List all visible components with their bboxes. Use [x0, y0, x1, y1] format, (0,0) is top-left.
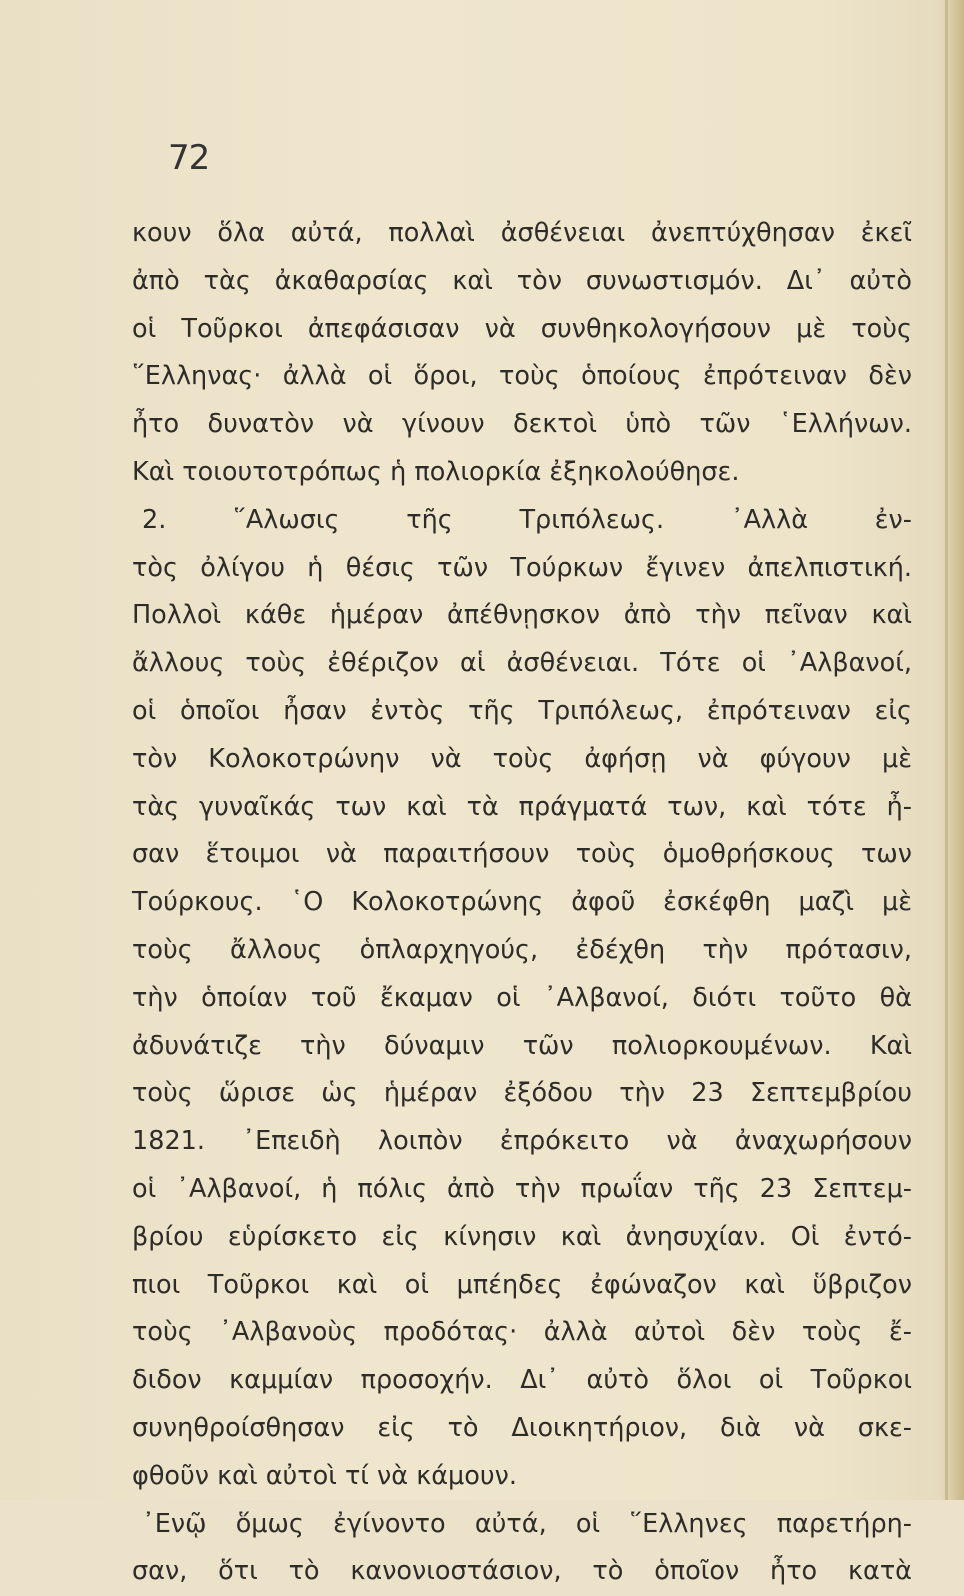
text-line: τὸς ὀλίγου ἡ θέσις τῶν Τούρκων ἔγινεν ἀπελπιστική.	[132, 552, 912, 583]
text-line: τὴν ὁποίαν τοῦ ἔκαμαν οἱ ᾿Αλβανοί, διότι τοῦτο θὰ	[132, 982, 912, 1013]
text-line: σαν, ὅτι τὸ κανονιοστάσιον, τὸ ὁποῖον ἦτο κατὰ	[132, 1556, 912, 1587]
text-line: ῞Ελληνας· ἀλλὰ οἱ ὅροι, τοὺς ὁποίους ἐπρότειναν δὲν	[132, 361, 912, 392]
text-line: τοὺς ὥρισε ὡς ἡμέραν ἐξόδου τὴν 23 Σεπτεμβρίου	[132, 1078, 912, 1109]
text-line: τὰς γυναῖκάς των καὶ τὰ πράγματά των, καὶ τότε ἦ-	[132, 791, 912, 822]
section-heading-line: 2. ῞Αλωσις τῆς Τριπόλεως. ᾿Αλλὰ ἐν-	[142, 504, 912, 535]
text-line: συνηθροίσθησαν εἰς τὸ Διοικητήριον, διὰ νὰ σκε-	[132, 1412, 912, 1443]
text-line: τοὺς ἄλλους ὁπλαρχηγούς, ἐδέχθη τὴν πρότασιν,	[132, 934, 912, 965]
text-line: ἦτο δυνατὸν νὰ γίνουν δεκτοὶ ὑπὸ τῶν ῾Ελλήνων.	[132, 409, 912, 440]
text-line: κουν ὅλα αὐτά, πολλαὶ ἀσθένειαι ἀνεπτύχθησαν ἐκεῖ	[132, 218, 912, 248]
text-line: οἱ ὁποῖοι ἦσαν ἐντὸς τῆς Τριπόλεως, ἐπρότειναν εἰς	[132, 695, 912, 726]
text-line: ᾿Ενῷ ὅμως ἐγίνοντο αὐτά, οἱ ῞Ελληνες παρετήρη-	[142, 1508, 912, 1539]
body-text	[132, 210, 912, 1596]
page-number: 72	[168, 138, 210, 178]
text-line: Καὶ τοιουτοτρόπως ἡ πολιορκία ἐξηκολούθησε.	[132, 456, 740, 487]
text-line: πιοι Τοῦρκοι καὶ οἱ μπέηδες ἐφώναζον καὶ ὕβριζον	[132, 1269, 912, 1300]
text-line: οἱ Τοῦρκοι ἀπεφάσισαν νὰ συνθηκολογήσουν μὲ τοὺς	[132, 313, 912, 344]
text-line: ἄλλους τοὺς ἐθέριζον αἱ ἀσθένειαι. Τότε οἱ ᾿Αλβανοί,	[132, 648, 912, 679]
text-line: Πολλοὶ κάθε ἡμέραν ἀπέθνῃσκον ἀπὸ τὴν πεῖναν καὶ	[132, 600, 912, 631]
page-edge-shadow	[940, 0, 964, 1500]
text-line: τὸν Κολοκοτρώνην νὰ τοὺς ἀφήσῃ νὰ φύγουν μὲ	[132, 743, 912, 774]
text-line: διδον καμμίαν προσοχήν. Δι᾿ αὐτὸ ὅλοι οἱ Τοῦρκοι	[132, 1365, 912, 1396]
page-edge-line	[945, 0, 948, 1500]
text-line: ἀπὸ τὰς ἀκαθαρσίας καὶ τὸν συνωστισμόν. Δι᾿ αὐτὸ	[132, 265, 912, 296]
text-line: τοὺς ᾿Αλβανοὺς προδότας· ἀλλὰ αὐτοὶ δὲν τοὺς ἔ-	[132, 1317, 912, 1348]
text-line: σαν ἕτοιμοι νὰ παραιτήσουν τοὺς ὁμοθρήσκους των	[132, 839, 912, 870]
text-line: βρίου εὑρίσκετο εἰς κίνησιν καὶ ἀνησυχίαν. Οἱ ἐντό-	[132, 1221, 912, 1252]
text-line: 1821. ᾿Επειδὴ λοιπὸν ἐπρόκειτο νὰ ἀναχωρήσουν	[132, 1126, 912, 1157]
text-line: οἱ ᾿Αλβανοί, ἡ πόλις ἀπὸ τὴν πρωΐαν τῆς 23 Σεπτεμ-	[132, 1173, 912, 1204]
text-line: φθοῦν καὶ αὐτοὶ τί νὰ κάμουν.	[132, 1460, 517, 1491]
text-line: Τούρκους. ῾Ο Κολοκοτρώνης ἀφοῦ ἐσκέφθη μαζὶ μὲ	[132, 887, 912, 918]
text-line: ἀδυνάτιζε τὴν δύναμιν τῶν πολιορκουμένων. Καὶ	[132, 1030, 912, 1061]
